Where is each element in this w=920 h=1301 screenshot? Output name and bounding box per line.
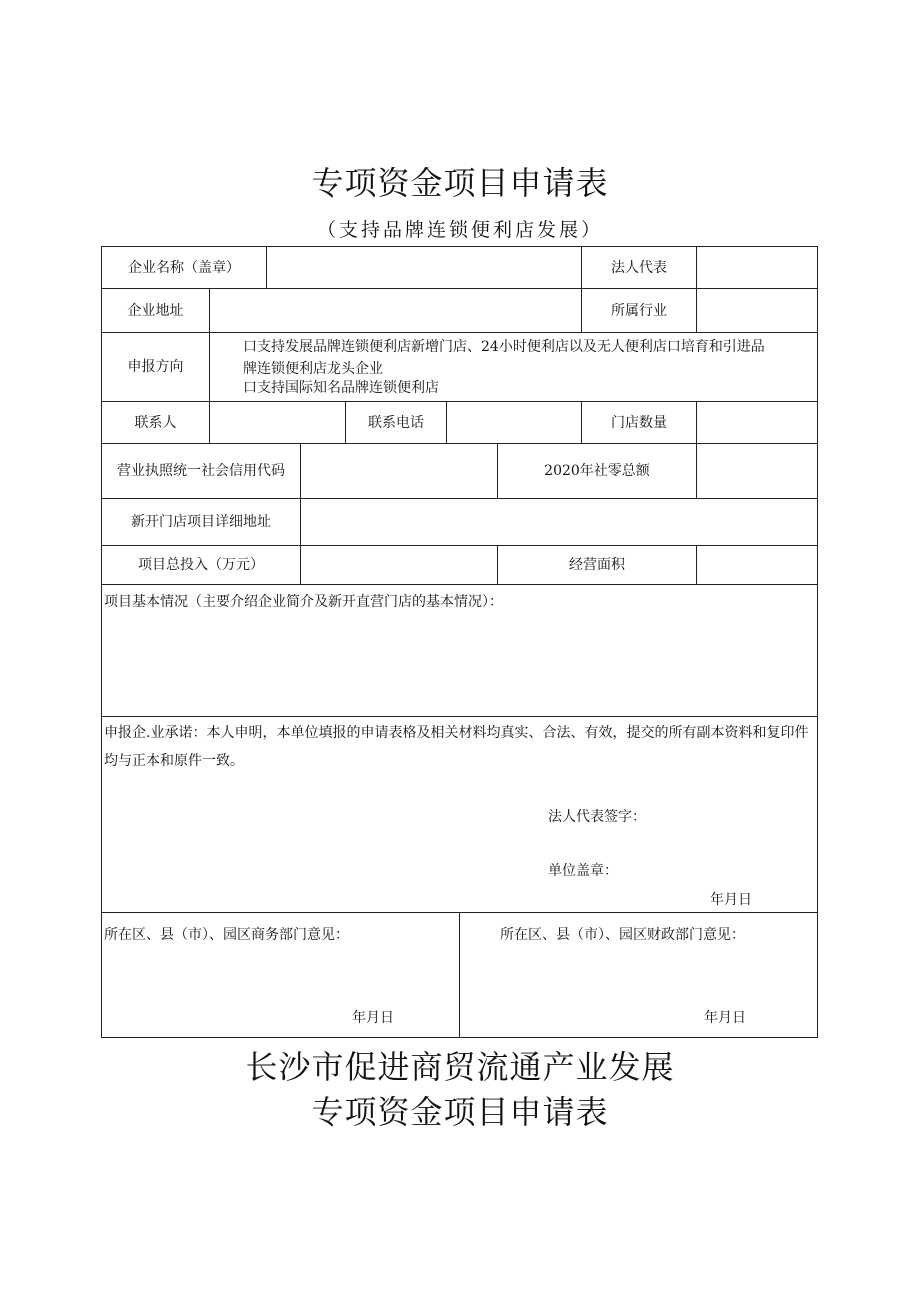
company-address-field[interactable] [210, 289, 581, 332]
col-divider [209, 332, 210, 401]
direction-label: 申报方向 [127, 359, 184, 375]
company-name-label: 企业名称（盖章） [128, 259, 240, 276]
page-subtitle: （支持品牌连锁便利店发展） [316, 219, 603, 241]
direction-option-1-line-1[interactable]: 口支持发展品牌连锁便利店新增门店、24小时便利店以及无人便利店口培育和引进品 [243, 339, 765, 355]
legal-rep-signature-label: 法人代表签字： [548, 809, 646, 825]
credit-code-field[interactable] [301, 444, 497, 498]
store-address-field[interactable] [301, 499, 817, 545]
footer-title-line-2: 专项资金项目申请表 [311, 1093, 609, 1131]
total-investment-label: 项目总投入（万元） [138, 557, 264, 573]
page-title: 专项资金项目申请表 [311, 164, 609, 202]
direction-option-1-line-2: 牌连锁便利店龙头企业 [243, 361, 383, 377]
business-area-field[interactable] [697, 546, 817, 584]
commerce-opinion-label: 所在区、县（市）、园区商务部门意见： [104, 927, 349, 943]
row-divider [102, 584, 817, 585]
company-name-field[interactable] [267, 247, 581, 288]
finance-opinion-label: 所在区、县（市）、园区财政部门意见： [500, 927, 745, 943]
application-form-table [101, 246, 818, 1038]
direction-option-2[interactable]: 口支持国际知名品牌连锁便利店 [243, 380, 439, 396]
project-basic-info-field[interactable] [102, 617, 817, 716]
footer-title-line-1: 长沙市促进商贸流通产业发展 [245, 1048, 675, 1086]
col-divider [459, 912, 460, 1038]
contact-label: 联系人 [134, 414, 177, 431]
industry-field[interactable] [697, 289, 817, 332]
commitment-text: 申报企.业承诺：本人申明，本单位填报的申请表格及相关材料均真实、合法、有效，提交的所有副本资料和复印件均与正本和原件一致。 [104, 725, 809, 769]
direction-options [243, 336, 823, 396]
industry-label: 所属行业 [611, 302, 667, 319]
legal-rep-field[interactable] [697, 247, 817, 288]
contact-phone-field[interactable] [447, 402, 581, 443]
store-address-label: 新开门店项目详细地址 [131, 514, 271, 530]
total-investment-field[interactable] [301, 546, 497, 584]
finance-date: 年月日 [704, 1010, 746, 1026]
contact-phone-label: 联系电话 [368, 414, 424, 431]
row-divider [102, 716, 817, 717]
commitment-date: 年月日 [710, 892, 752, 908]
project-basic-info-label: 项目基本情况（主要介绍企业简介及新开直营门店的基本情况）： [104, 594, 503, 610]
credit-code-label: 营业执照统一社会信用代码 [117, 463, 285, 479]
unit-seal-label: 单位盖章： [548, 863, 618, 879]
retail-total-field[interactable] [697, 444, 817, 498]
store-count-label: 门店数量 [611, 414, 667, 431]
store-count-field[interactable] [697, 402, 817, 443]
commerce-date: 年月日 [352, 1010, 394, 1026]
company-address-label: 企业地址 [127, 302, 184, 319]
retail-total-label: 2020年社零总额 [544, 463, 650, 479]
business-area-label: 经营面积 [569, 557, 625, 573]
contact-field[interactable] [210, 402, 345, 443]
legal-rep-label: 法人代表 [611, 259, 667, 276]
